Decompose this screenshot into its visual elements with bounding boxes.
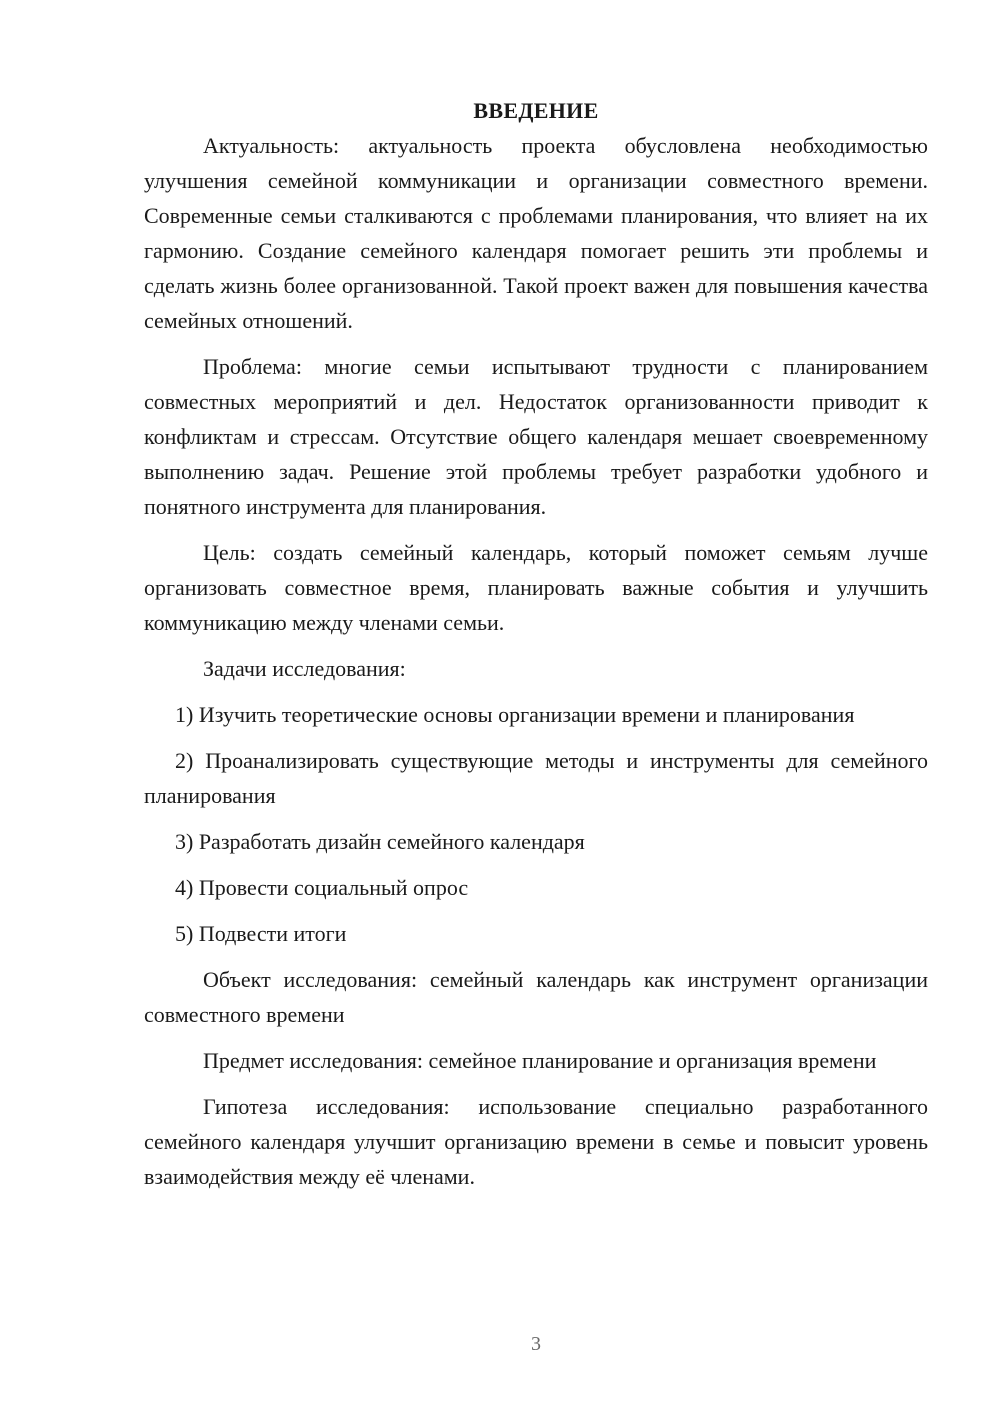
section-title: ВВЕДЕНИЕ <box>473 98 599 123</box>
task-item-4: 4) Провести социальный опрос <box>175 875 469 900</box>
goal-paragraph: Цель: создать семейный календарь, который поможет семьям лучше организовать совместное время, планировать важные события и улучшить коммуникацию между членами семьи. <box>144 540 928 635</box>
object-paragraph: Объект исследования: семейный календарь как инструмент организации совместного времени <box>144 967 928 1027</box>
problem-paragraph: Проблема: многие семьи испытывают трудности с планированием совместных мероприятий и дел. Недостаток организованности приводит к конфликтам и стрессам. Отсутствие общего календаря мешает своевременному выполнению задач. Решение этой проблемы требует разработки удобного и понятного инструмента для планирования. <box>144 354 928 519</box>
page-content <box>144 96 928 1205</box>
task-item-1: 1) Изучить теоретические основы организации времени и планирования <box>175 702 855 727</box>
relevance-paragraph: Актуальность: актуальность проекта обусловлена необходимостью улучшения семейной коммуникации и организации совместного времени. Современные семьи сталкиваются с проблемами планирования, что влияет на их гармонию. Создание семейного календаря помогает решить эти проблемы и сделать жизнь более организованной. Такой проект важен для повышения качества семейных отношений. <box>144 133 928 333</box>
task-item-2: 2) Проанализировать существующие методы и инструменты для семейного планирования <box>144 748 928 808</box>
task-item-5: 5) Подвести итоги <box>175 921 347 946</box>
hypothesis-paragraph: Гипотеза исследования: использование специально разработанного семейного календаря улучшит организацию времени в семье и повысит уровень взаимодействия между её членами. <box>144 1094 928 1189</box>
tasks-heading: Задачи исследования: <box>203 656 406 681</box>
task-item-3: 3) Разработать дизайн семейного календаря <box>175 829 585 854</box>
page-number: 3 <box>531 1333 541 1355</box>
subject-paragraph: Предмет исследования: семейное планирование и организация времени <box>203 1048 877 1073</box>
